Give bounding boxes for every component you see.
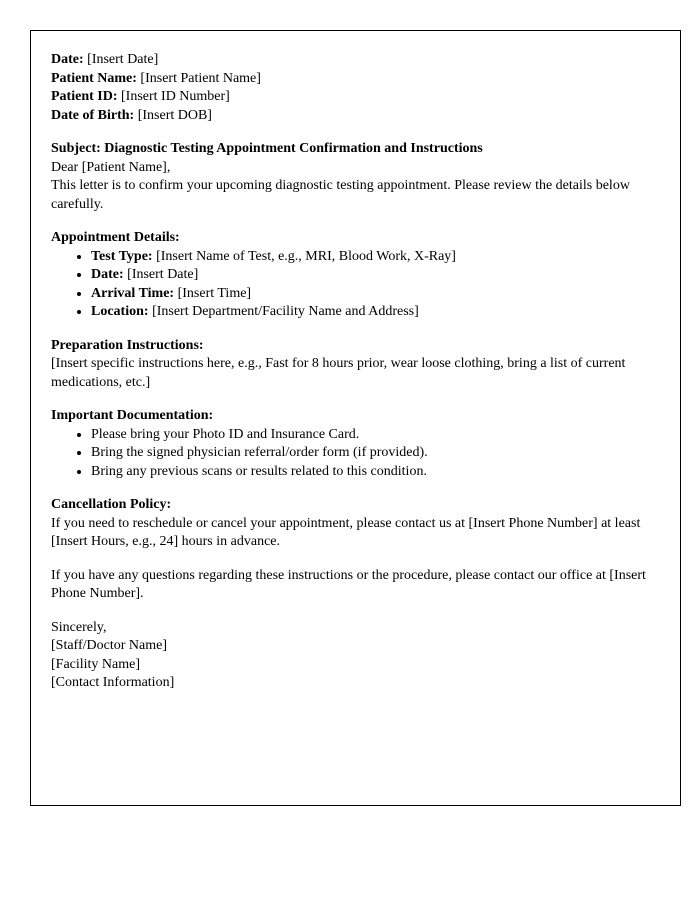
letter-content [31,31,680,693]
patient-id-label: Patient ID: [51,89,118,104]
documentation-item: • Bring any previous scans or results related to this condition. [91,463,650,482]
documentation-heading: Important Documentation: [51,408,214,423]
arrival-time-value: [Insert Time] [174,285,252,301]
letter-page [30,30,681,806]
date-value: [Insert Date] [83,52,159,67]
subject-line: Subject: Diagnostic Testing Appointment Confirmation and Instructions [51,141,483,156]
patient-id-value: [Insert ID Number] [117,89,230,104]
patient-name-value: [Insert Patient Name] [136,70,261,86]
closing: Sincerely, [51,619,107,635]
appt-date-value: [Insert Date] [123,267,199,282]
appt-date-label: Date: [91,267,124,282]
preparation-heading: Preparation Instructions: [51,337,204,353]
location-label: Location: [91,304,149,319]
appointment-detail-item [91,285,650,304]
dob-label: Date of Birth: [51,107,135,123]
intro-paragraph: This letter is to confirm your upcoming diagnostic testing appointment. Please review the details below carefully. [51,178,630,212]
appointment-detail-item [91,266,650,285]
signature-block [51,637,650,693]
test-type-label: Test Type: [91,248,153,264]
dob-line [51,107,650,126]
test-type-value: [Insert Name of Test, e.g., MRI, Blood Work, X-Ray] [152,248,456,264]
cancellation-heading: Cancellation Policy: [51,497,172,512]
cancellation-paragraph: If you need to reschedule or cancel your appointment, please contact us at [Insert Phone Number] at least [Insert Hours, e.g., 24] hours in advance. [51,515,641,549]
patient-name-line [51,70,650,89]
signature-contact: [Contact Information] [51,675,175,690]
patient-id-line [51,88,650,107]
date-line [51,51,650,70]
location-value: [Insert Department/Facility Name and Address] [148,304,419,319]
documentation-item: • Please bring your Photo ID and Insurance Card. [91,426,650,445]
preparation-paragraph: [Insert specific instructions here, e.g., Fast for 8 hours prior, wear loose clothing, bring a list of current medications, etc.] [51,356,626,390]
appointment-detail-item [91,303,650,322]
salutation: Dear [Patient Name], [51,159,171,175]
date-label: Date: [51,52,84,67]
documentation-list [51,426,650,482]
patient-name-label: Patient Name: [51,70,137,86]
signature-facility: [Facility Name] [51,656,141,672]
documentation-item: • Bring the signed physician referral/order form (if provided). [91,444,650,463]
questions-paragraph: If you have any questions regarding these instructions or the procedure, please contact our office at [Insert Phone Number]. [51,567,646,601]
dob-value: [Insert DOB] [134,107,212,123]
arrival-time-label: Arrival Time: [91,285,175,301]
appointment-detail-item [91,248,650,267]
patient-info-block [51,70,650,126]
appointment-details-list [51,248,650,322]
appointment-details-heading: Appointment Details: [51,230,180,245]
signature-name: [Staff/Doctor Name] [51,638,167,653]
